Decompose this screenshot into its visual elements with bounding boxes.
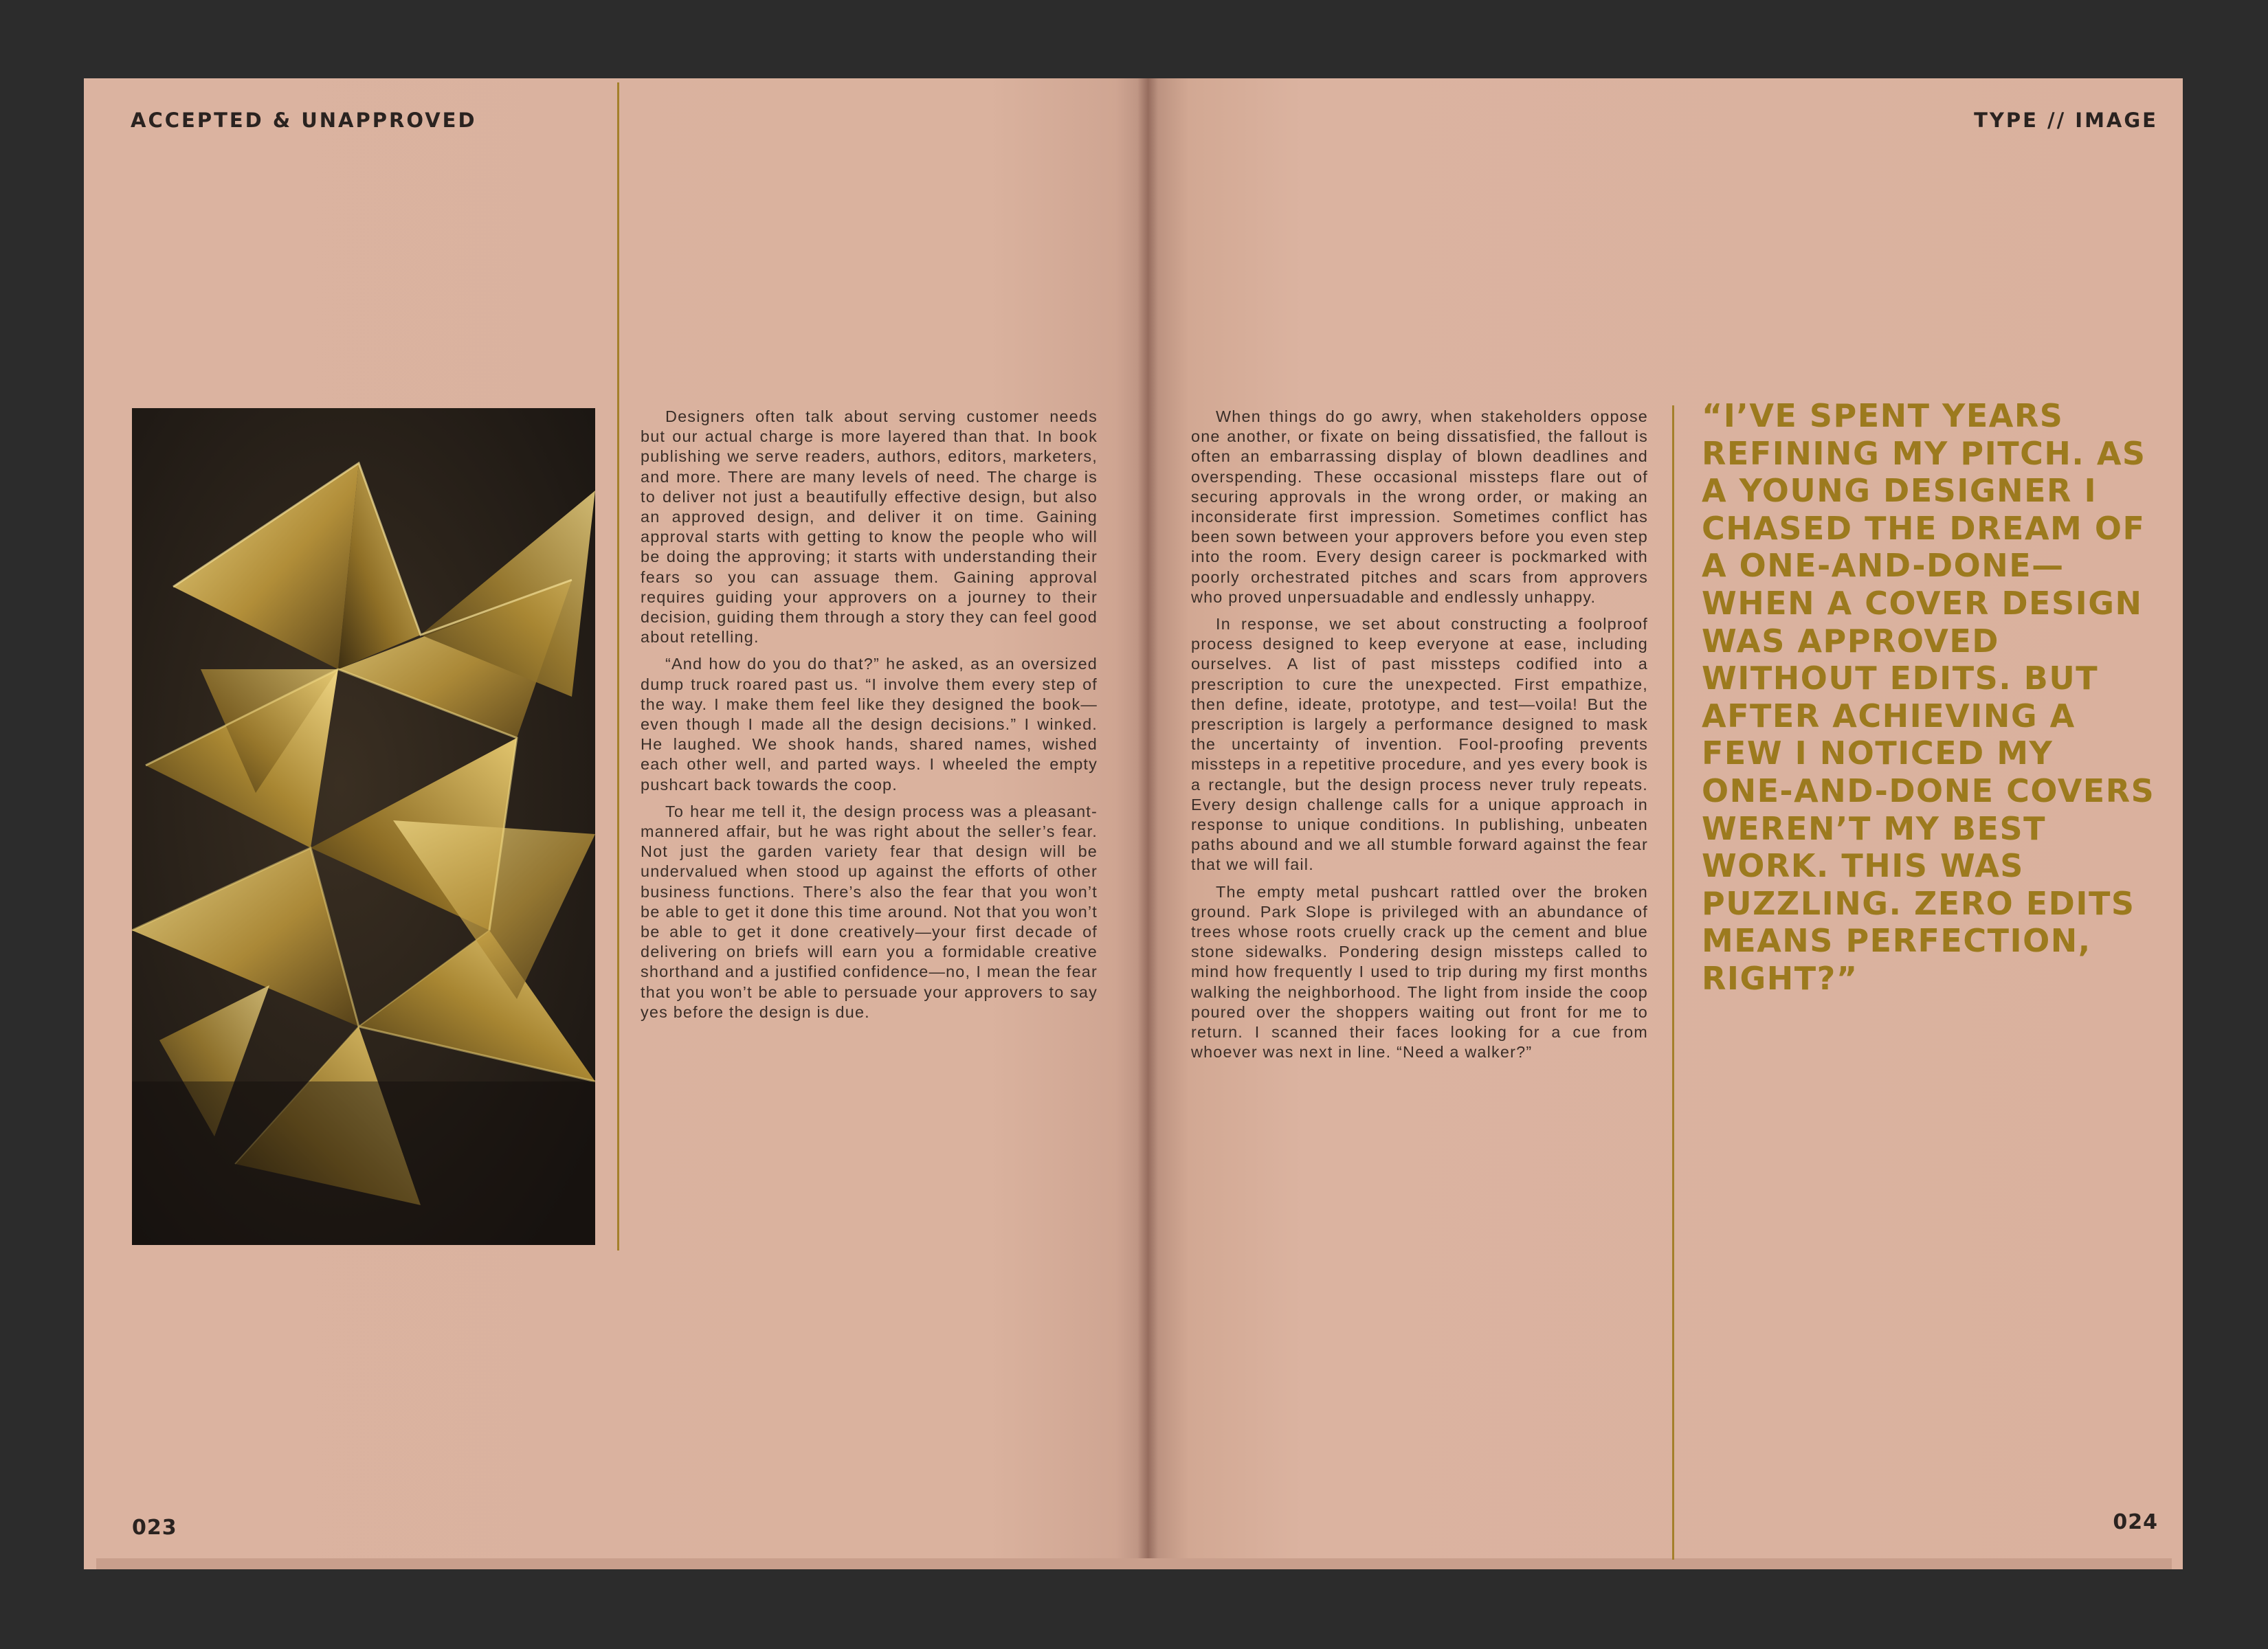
body-column-left [641,407,1098,1029]
page-number-left: 023 [132,1516,177,1540]
column-rule-left [617,82,619,1250]
paragraph: When things do go awry, when stakeholders oppose one another, or fixate on being dissatisfied, the fallout is often an embarrassing display of blown deadlines and overspending. These occasional missteps flare out of securing approvals in the wrong order, or making an inconsiderate first impression. Sometimes conflict has been sown between your approvers before you even step into the room. Every design career is pockmarked with poorly orchestrated pitches and scars from approvers who proved unpersuadable and endlessly unhappy. [1191,407,1648,606]
running-head-right: TYPE // IMAGE [1974,109,2158,132]
body-column-right [1191,407,1648,1070]
paragraph: In response, we set about constructing a foolproof process designed to keep everyone at ease, including ourselves. A list of past missteps codified into a prescription to cure the unexpected. First empathize, then define, ideate, prototype, and test—voila! But the prescription is largely a performance designed to mask the uncertainty of invention. Fool-proofing prevents missteps in a repetitive procedure, and yes every book is a rectangle, but the design process never truly repeats. Every design challenge calls for a unique approach in response to unique conditions. In publishing, unbeaten paths abound and we all stumble forward against the fear that we will fail. [1191,615,1648,874]
column-rule-right [1672,405,1674,1560]
origami-star-illustration [132,408,595,1245]
page-number-right: 024 [2113,1510,2158,1534]
origami-photo [132,408,595,1245]
paragraph: “And how do you do that?” he asked, as an oversized dump truck roared past us. “I involve them every step of the way. I make them feel like they designed the book—even though I made all the design decisions.” I winked. He laughed. We shook hands, shared names, wished each other well, and parted ways. I wheeled the empty pushcart back towards the coop. [641,655,1098,794]
page-edge [96,1558,2172,1569]
pull-quote: “I’VE SPENT YEARS REFINING MY PITCH. AS A YOUNG DESIGNER I CHASED THE DREAM OF A ONE-AND-DONE—WHEN A COVER DESIGN WAS APPROVED WITHOUT EDITS. BUT AFTER ACHIEVING A FEW I NOTICED MY ONE-AND-DONE COVERS WEREN’T MY BEST WORK. THIS WAS PUZZLING. ZERO EDITS MEANS PERFECTION, RIGHT?” [1702,397,2155,997]
paragraph: Designers often talk about serving customer needs but our actual charge is more layered than that. In book publishing we serve readers, authors, editors, marketers, and more. There are many levels of need. The charge is to deliver not just a beautifully effective design, but also an approved design, and deliver it on time. Gaining approval starts with getting to know the people who will be doing the approving; it starts with understanding their fears so you can assuage them. Gaining approval requires guiding your approvers on a journey to their decision, guiding them through a story they can feel good about retelling. [641,407,1098,647]
paragraph: To hear me tell it, the design process was a pleasant-mannered affair, but he was right about the seller’s fear. Not just the garden variety fear that design will be undervalued when stood up against the efforts of other business functions. There’s also the fear that you won’t be able to get it done this time around. Not that you won’t be able to get it done creatively—your first decade of delivering on briefs will earn you a formidable creative shorthand and a justified confidence—no, I mean the fear that you won’t be able to persuade your approvers to say yes before the design is due. [641,802,1098,1021]
running-head-left: ACCEPTED & UNAPPROVED [131,109,477,132]
gutter-shadow [1137,78,1158,1569]
paragraph: The empty metal pushcart rattled over the broken ground. Park Slope is privileged with an abundance of trees whose roots cruelly crack up the cement and blue stone sidewalks. Pondering design missteps called to mind how frequently I used to trip during my first months walking the neighborhood. The light from inside the coop poured over the shoppers waiting out front for me to return. I scanned their faces looking for a cue from whoever was next in line. “Need a walker?” [1191,882,1648,1062]
